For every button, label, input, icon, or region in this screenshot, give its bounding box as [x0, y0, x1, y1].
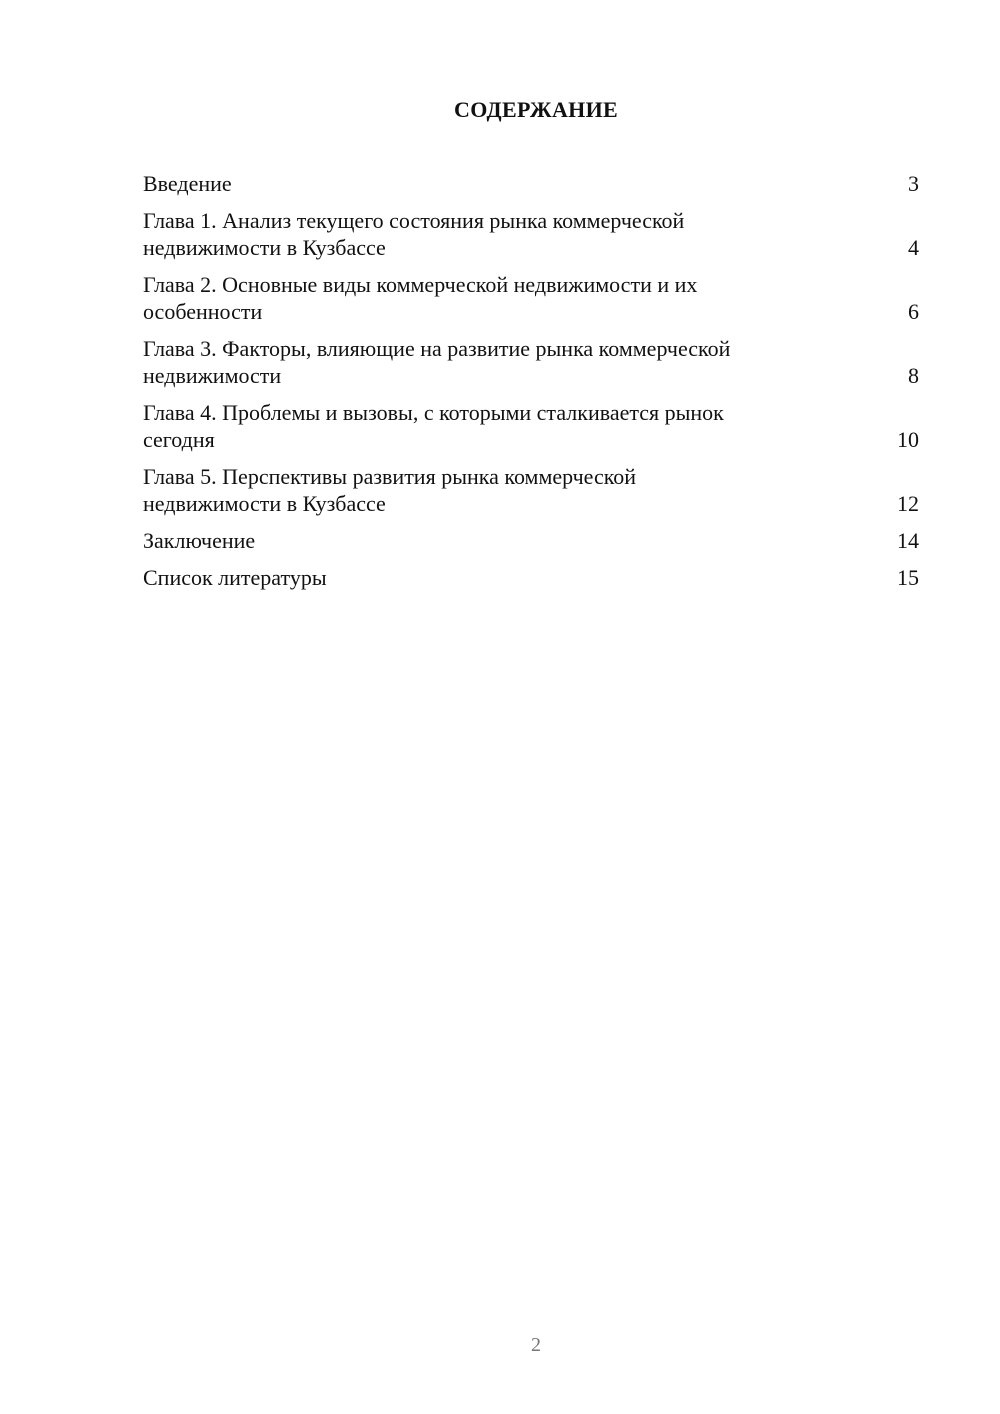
toc-entry-line: Глава 2. Основные виды коммерческой недвижимости и их: [143, 272, 698, 297]
toc-entry-title: [143, 527, 255, 554]
toc-entry-line: Глава 5. Перспективы развития рынка коммерческой: [143, 464, 637, 489]
toc-entry-page: 15: [897, 565, 919, 590]
table-of-contents: [143, 170, 919, 601]
toc-entry-chapter-2[interactable]: [143, 271, 919, 325]
toc-entry-title: [143, 463, 636, 517]
toc-entry-chapter-1[interactable]: [143, 207, 919, 261]
toc-entry-chapter-4[interactable]: [143, 399, 919, 453]
toc-entry-title: [143, 170, 232, 197]
toc-entry-line: Глава 1. Анализ текущего состояния рынка коммерческой: [143, 208, 685, 233]
toc-entry-line: особенности: [143, 299, 263, 324]
toc-entry-line: Глава 4. Проблемы и вызовы, с которыми сталкивается рынок: [143, 400, 724, 425]
toc-entry-line: Введение: [143, 171, 232, 196]
toc-entry-line: недвижимости: [143, 363, 282, 388]
toc-entry-page: 4: [908, 235, 919, 260]
toc-entry-page: 12: [897, 491, 919, 516]
toc-entry-chapter-3[interactable]: [143, 335, 919, 389]
toc-entry-line: Список литературы: [143, 565, 327, 590]
toc-entry-title: [143, 399, 724, 453]
toc-entry-line: недвижимости в Кузбассе: [143, 491, 386, 516]
toc-heading: СОДЕРЖАНИЕ: [454, 97, 618, 122]
toc-entry-title: [143, 335, 730, 389]
toc-entry-line: Заключение: [143, 528, 256, 553]
toc-entry-title: [143, 207, 684, 261]
toc-entry-line: недвижимости в Кузбассе: [143, 235, 386, 260]
toc-entry-conclusion[interactable]: [143, 527, 919, 554]
toc-entry-page: 10: [897, 427, 919, 452]
toc-entry-page: 3: [908, 171, 919, 196]
toc-entry-line: Глава 3. Факторы, влияющие на развитие рынка коммерческой: [143, 336, 731, 361]
toc-entry-introduction[interactable]: [143, 170, 919, 197]
toc-entry-page: 14: [897, 528, 919, 553]
toc-entry-page: 8: [908, 363, 919, 388]
toc-entry-references[interactable]: [143, 564, 919, 591]
page-number: 2: [531, 1334, 541, 1356]
toc-entry-chapter-5[interactable]: [143, 463, 919, 517]
toc-entry-line: сегодня: [143, 427, 215, 452]
toc-entry-page: 6: [908, 299, 919, 324]
toc-entry-title: [143, 564, 327, 591]
toc-entry-title: [143, 271, 697, 325]
